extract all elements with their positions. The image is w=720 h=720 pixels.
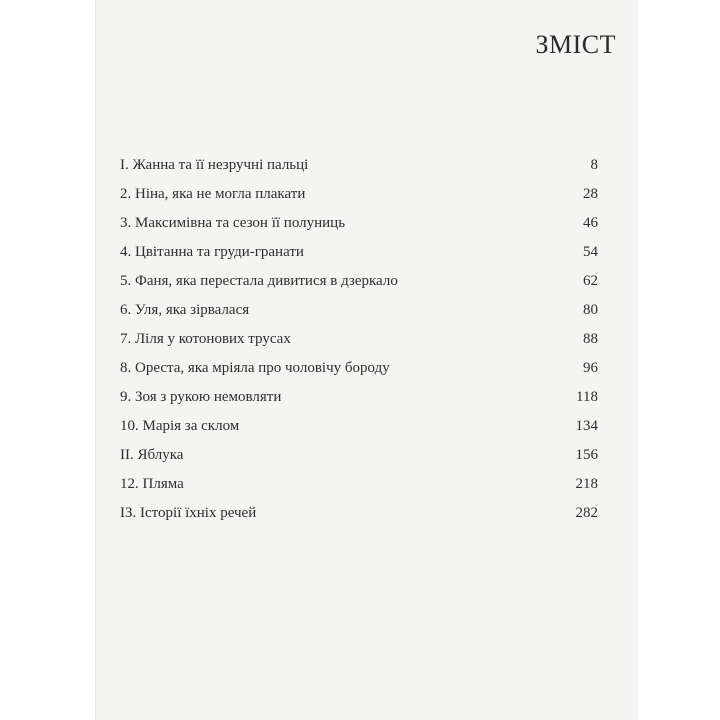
toc-entry: [120, 180, 598, 209]
page-title: ЗМІСТ: [535, 30, 616, 59]
toc-entry: [120, 354, 598, 383]
toc-entry: [120, 267, 598, 296]
toc-entry-page-number: 28: [583, 186, 598, 202]
toc-entry-title: 9. Зоя з рукою немовляти: [120, 389, 282, 405]
toc-entry-page-number: 54: [583, 244, 598, 260]
toc-entry: [120, 209, 598, 238]
toc-entry-page-number: 156: [575, 447, 598, 463]
toc-entry-title: 12. Пляма: [120, 476, 184, 492]
toc-entry-title: 7. Ліля у котонових трусах: [120, 331, 291, 347]
toc-entry: [120, 325, 598, 354]
toc-entry-page-number: 218: [575, 476, 598, 492]
toc-entry-title: 8. Ореста, яка мріяла про чоловічу бороду: [120, 360, 390, 376]
toc-entry-page-number: 96: [583, 360, 598, 376]
toc-entry: [120, 412, 598, 441]
toc-entry-title: ІЗ. Історії їхніх речей: [120, 505, 257, 521]
toc-entry-page-number: 118: [576, 389, 598, 405]
toc-entry-title: 2. Ніна, яка не могла плакати: [120, 186, 306, 202]
toc-entry-title: 10. Марія за склом: [120, 418, 240, 434]
toc-entry: [120, 238, 598, 267]
toc-entry: [120, 383, 598, 412]
toc-entry-page-number: 46: [583, 215, 598, 231]
toc-entry-title: І. Жанна та її незручні пальці: [120, 157, 309, 173]
toc-entry: [120, 441, 598, 470]
table-of-contents: [120, 151, 598, 528]
toc-entry-title: 5. Фаня, яка перестала дивитися в дзеркало: [120, 273, 398, 289]
toc-entry-title: 3. Максимівна та сезон її полуниць: [120, 215, 346, 231]
toc-entry-page-number: 8: [590, 157, 598, 173]
book-page: [96, 0, 638, 720]
toc-entry-page-number: 62: [583, 273, 598, 289]
toc-entry-page-number: 80: [583, 302, 598, 318]
toc-entry: [120, 151, 598, 180]
toc-entry: [120, 470, 598, 499]
toc-entry-page-number: 134: [575, 418, 598, 434]
toc-entry: [120, 296, 598, 325]
toc-entry-title: ІІ. Яблука: [120, 447, 184, 463]
toc-entry-title: 6. Уля, яка зірвалася: [120, 302, 250, 318]
toc-entry-title: 4. Цвітанна та груди-гранати: [120, 244, 304, 260]
toc-entry-page-number: 88: [583, 331, 598, 347]
toc-entry-page-number: 282: [575, 505, 598, 521]
toc-entry: [120, 499, 598, 528]
